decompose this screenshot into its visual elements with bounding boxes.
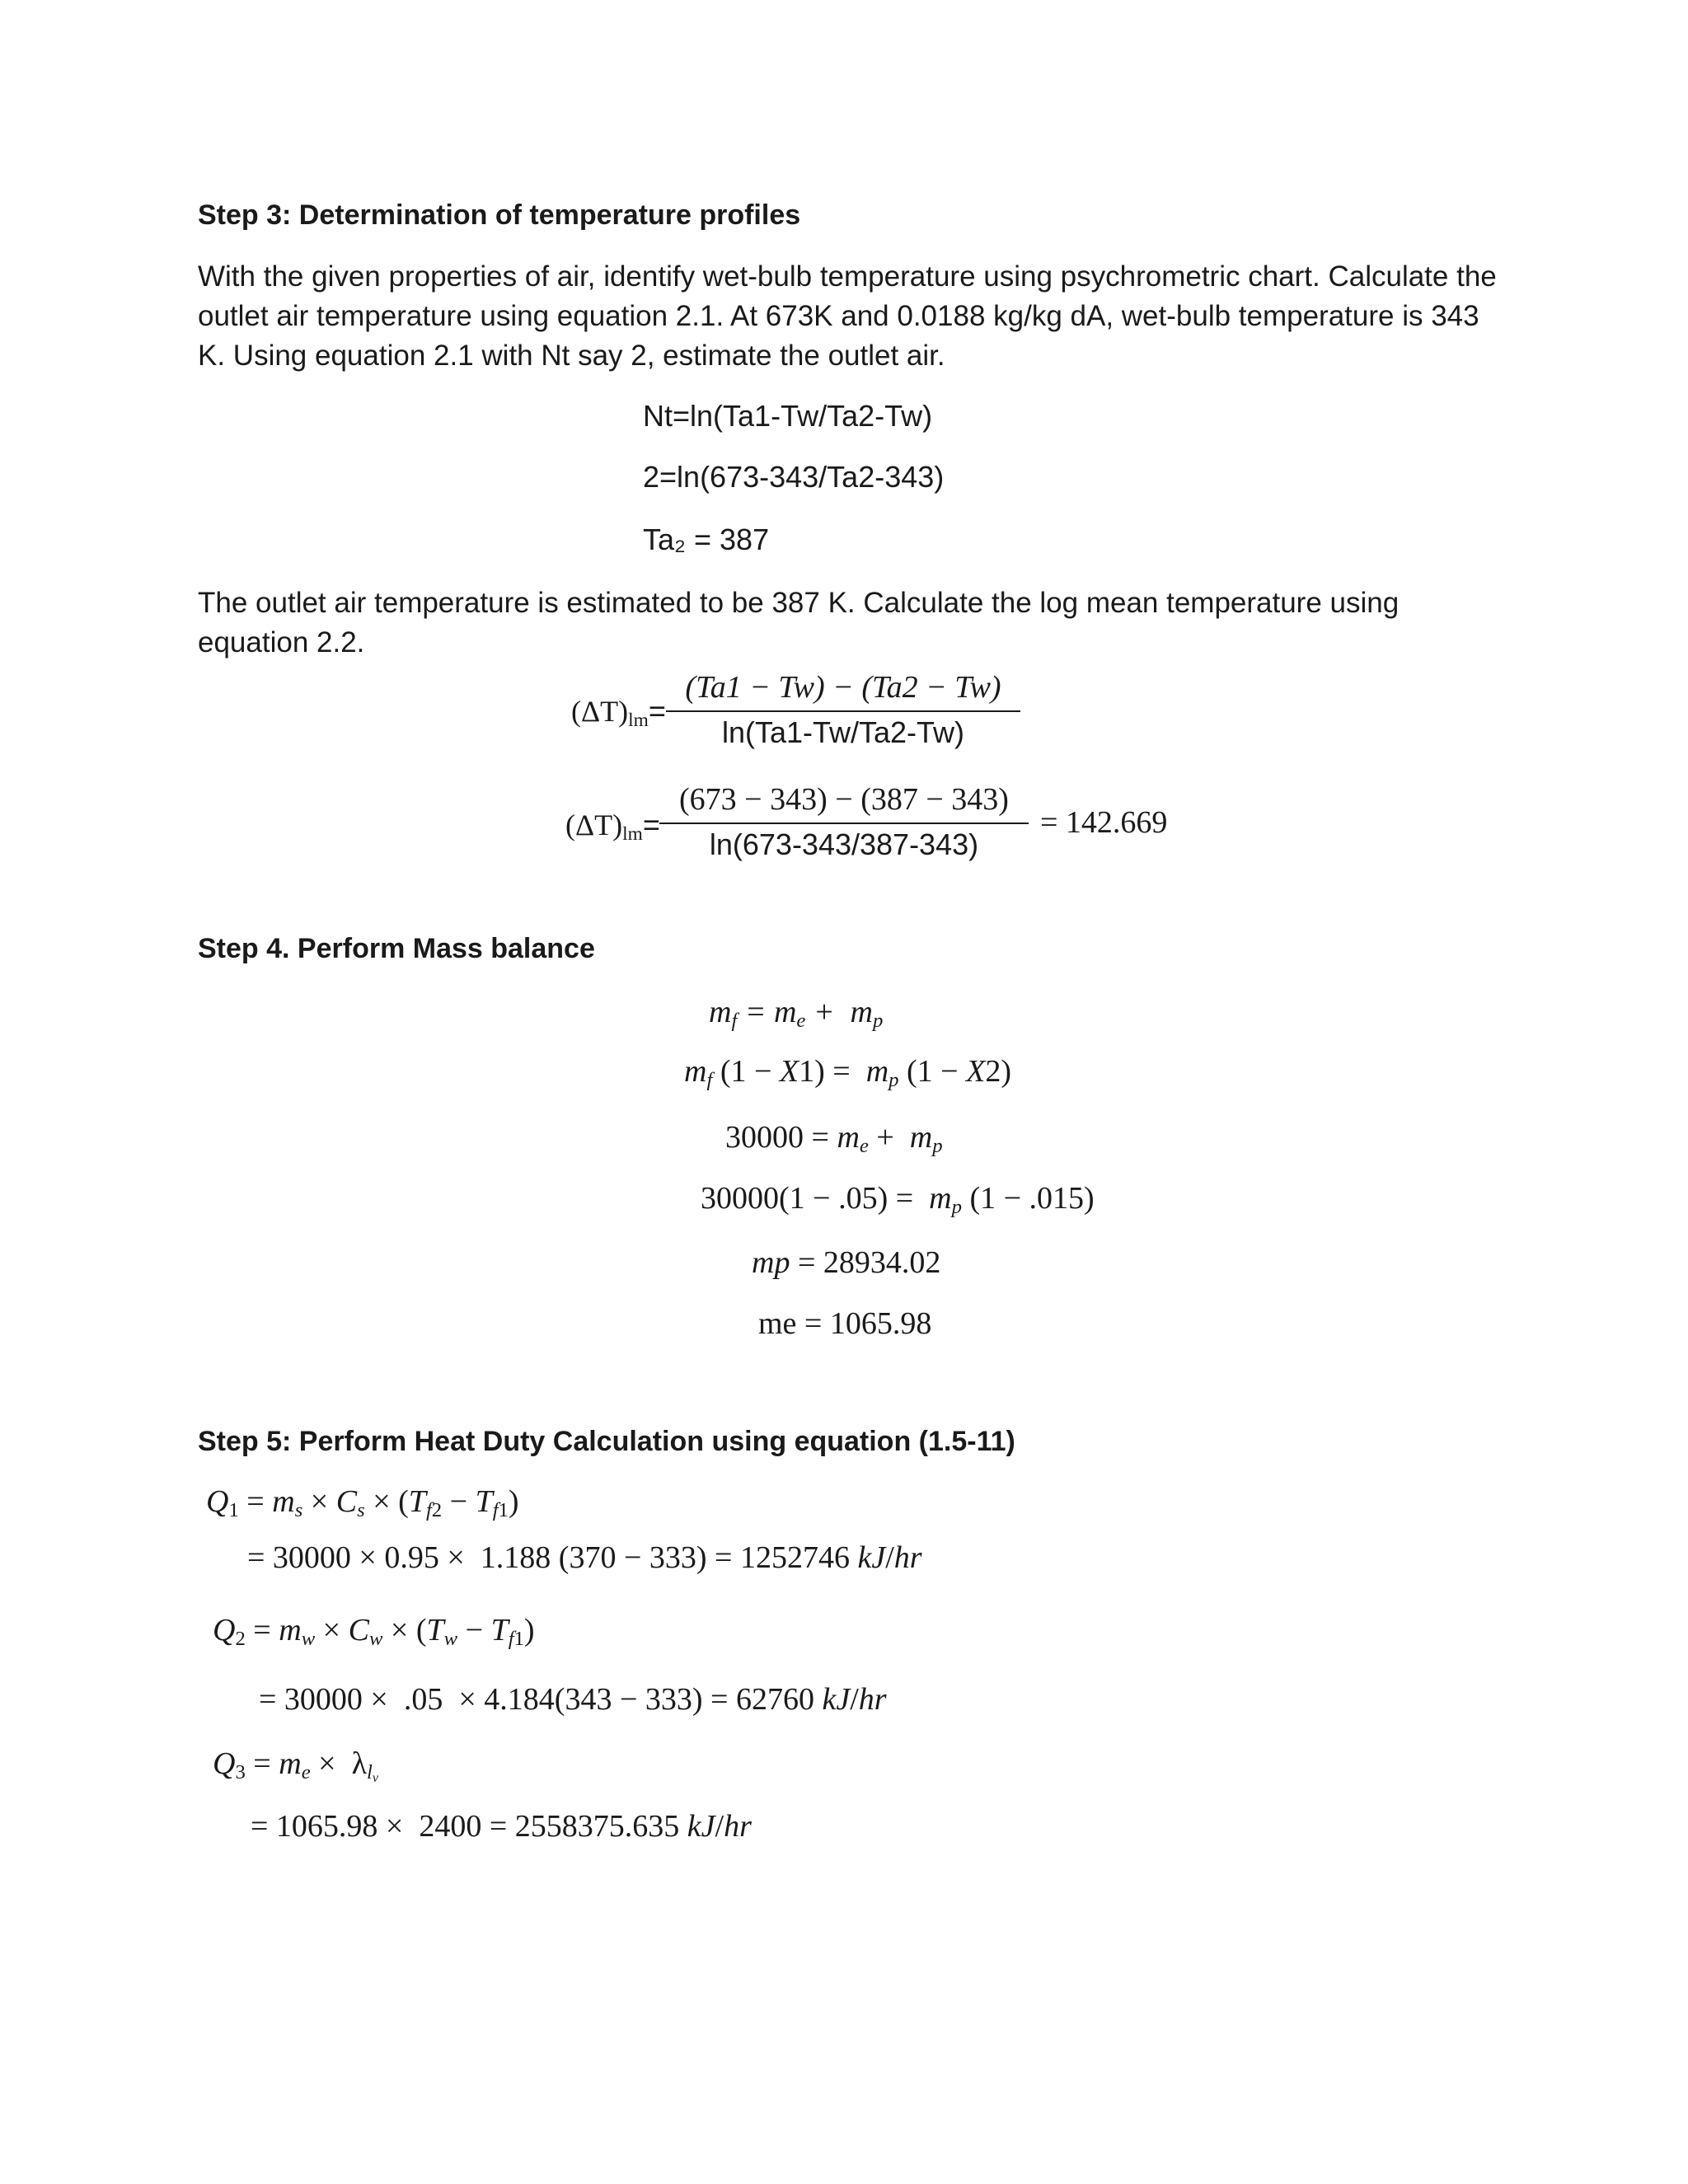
lmtd-numerator: (Ta1 − Tw) − (Ta2 − Tw) — [685, 670, 1001, 705]
step4-heading: Step 4. Perform Mass balance — [198, 933, 595, 964]
step3-paragraph-2: The outlet air temperature is estimated to be 387 K. Calculate the log mean temperature using equation 2.2. — [198, 587, 1400, 658]
lmtd-result: = 142.669 — [1040, 805, 1168, 840]
step5-heading: Step 5: Perform Heat Duty Calculation using equation (1.5-11) — [198, 1426, 1015, 1457]
lmtd-numeric-fraction — [659, 781, 1029, 862]
heat-duty-q1: $Q_1 = m_s \times C_s \times (T_{f2} - T_{f1})$ — [206, 1484, 519, 1522]
mass-balance-me: me = 1065.98 — [758, 1306, 932, 1341]
lmtd-fraction — [666, 669, 1020, 750]
mass-balance-mp: mp = 28934.02 — [752, 1245, 941, 1280]
mass-balance-eq3: $30000 = m_e + m_p$ — [725, 1120, 943, 1158]
mass-balance-eq2: $m_f$ $(1 - X1) = m_p$ (1 − X2) — [684, 1054, 1011, 1092]
step3-equation-nt: Nt=ln(Ta1-Tw/Ta2-Tw) — [643, 399, 933, 433]
lmtd-numeric-label: $(\Delta T)_{lm}=$ — [565, 808, 660, 845]
step3-equation-substituted: 2=ln(673-343/Ta2-343) — [643, 460, 945, 494]
heat-duty-q3-value: = 1065.98 × 2400 = 2558375.635 kJ/hr — [251, 1809, 752, 1844]
fraction-bar — [666, 710, 1020, 712]
lmtd-label: $(\Delta T)_{lm}=$ — [571, 694, 666, 731]
mass-balance-eq4: $30000(1 - .05) = m_p$ (1 − .015) — [701, 1181, 1095, 1219]
lmtd-numeric-denominator: ln(673-343/387-343) — [709, 827, 979, 861]
heat-duty-q2: $Q_2 = m_w \times C_w \times (T_w - T_{f1})$ — [213, 1613, 535, 1651]
step3-heading: Step 3: Determination of temperature profiles — [198, 199, 801, 231]
lmtd-numeric-numerator: (673 − 343) − (387 − 343) — [679, 782, 1009, 817]
step3-paragraph: With the given properties of air, identify wet-bulb temperature using psychrometric chart. Calculate the outlet air temperature using equation 2.1. At 673K and 0.0188 kg/kg dA, wet-bulb temperature is 343 K. Using equation 2.1 with Nt say 2, estimate the outlet air. — [198, 260, 1497, 372]
fraction-bar — [659, 823, 1029, 824]
heat-duty-q3: $Q_3 = m_e \times \lambda_{l_v}$ — [213, 1746, 378, 1786]
step3-equation-ta2: Ta₂ = 387 — [643, 523, 770, 556]
heat-duty-q1-value: = 30000 × 0.95 × 1.188 (370 − 333) = 1252746 kJ/hr — [247, 1540, 922, 1575]
lmtd-denominator: ln(Ta1-Tw/Ta2-Tw) — [721, 715, 965, 749]
heat-duty-q2-value: = 30000 × .05 × 4.184(343 − 333) = 62760 kJ/hr — [259, 1682, 887, 1717]
mass-balance-eq1: $m_f = m_e + m_p$ — [709, 995, 884, 1033]
